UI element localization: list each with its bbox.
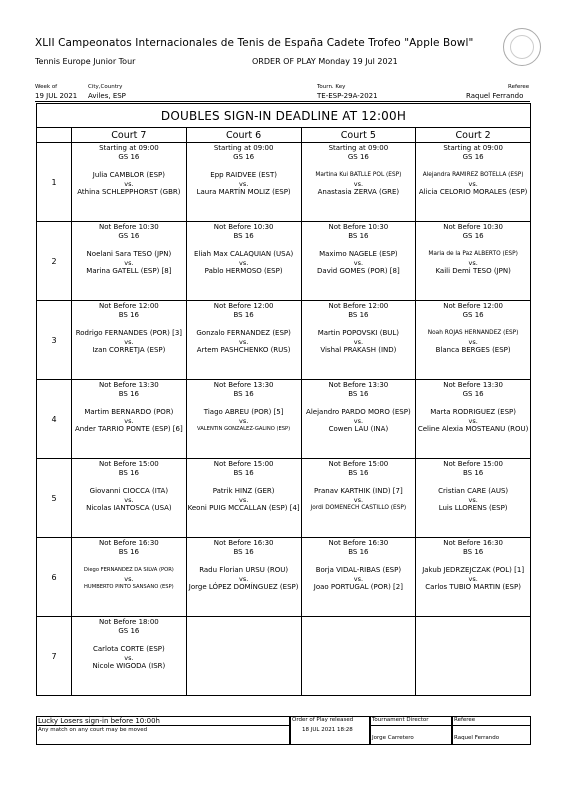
player-one: Diego FERNANDEZ DA SILVA (POR) [83,567,174,573]
match-time: Not Before 10:30 [98,223,159,231]
event-code: BS 16 [118,469,139,477]
match-cell [301,459,416,538]
event-code: BS 16 [348,232,369,240]
versus-label: vs. [468,180,478,188]
oop-released-label: Order of Play released [292,717,354,723]
player-one: Pranav KARTHIK (IND) [7] [314,487,403,495]
player-one: Martin POPOVSKI (BUL) [317,329,400,337]
event-code: BS 16 [233,548,254,556]
match-cell [72,617,187,696]
match-cell [186,222,301,301]
match-time: Not Before 13:30 [213,381,274,389]
event-code: BS 16 [233,469,254,477]
versus-label: vs. [353,180,364,188]
match-time: Not Before 12:00 [443,302,504,310]
city-value: Aviles, ESP [88,92,126,100]
player-one: Noah ROJAS HERNANDEZ (ESP) [427,330,519,336]
event-code: BS 16 [348,390,369,398]
match-time: Starting at 09:00 [99,144,159,152]
match-time: Not Before 12:00 [328,302,389,310]
match-row [37,617,531,696]
match-time: Starting at 09:00 [443,144,503,152]
tourn-key-value: TE-ESP-29A-2021 [317,92,378,100]
match-cell [72,301,187,380]
match-row [37,380,531,459]
player-two: Nicolas IANTOSCA (USA) [86,504,172,512]
versus-label: vs. [353,417,364,425]
player-two: Ander TARRIO PONTE (ESP) [6] [75,425,183,433]
versus-label: vs. [124,496,134,504]
versus-label: vs. [353,259,364,267]
player-one: Tiago ABREU (POR) [5] [203,408,284,416]
match-cell [186,380,301,459]
match-time: Not Before 10:30 [213,223,274,231]
player-two: Celine Alexia MOSTEANU (ROU) [417,425,529,433]
match-cell [301,617,416,696]
event-code: BS 16 [118,390,139,398]
versus-label: vs. [353,338,364,346]
tour-name: Tennis Europe Junior Tour [35,57,136,66]
match-cell [301,380,416,459]
match-cell [186,617,301,696]
referee-label: Referee [508,84,530,90]
match-time: Not Before 16:30 [213,539,274,547]
footer-referee-label: Referee [454,717,476,723]
event-code: GS 16 [462,390,484,398]
event-code: GS 16 [462,311,484,319]
oop-released-value: 18 JUL 2021 18:28 [302,727,353,733]
match-cell [416,222,531,301]
player-two: Athina SCHLEPPHORST (GBR) [77,188,181,196]
player-one: Julia CAMBLOR (ESP) [92,171,165,179]
order-of-play-table [36,103,531,696]
versus-label: vs. [124,338,134,346]
tournament-director-value: Jorge Carretero [372,735,414,741]
versus-label: vs. [353,496,364,504]
versus-label: vs. [238,180,249,188]
match-time: Not Before 12:00 [213,302,274,310]
versus-label: vs. [353,575,364,583]
versus-label: vs. [238,338,249,346]
player-two: Carlos TUBIO MARTIN (ESP) [425,583,521,591]
event-code: BS 16 [462,548,484,556]
event-code: BS 16 [118,548,139,556]
match-time: Not Before 15:00 [328,460,389,468]
player-two: Luis LLORENS (ESP) [438,504,508,512]
player-one: Maximo NAGELE (ESP) [319,250,398,258]
player-one: Martim BERNARDO (POR) [84,408,174,416]
match-cell [186,459,301,538]
referee-value: Raquel Ferrando [466,92,524,100]
player-two: Keoni PUIG MCCALLAN (ESP) [4] [187,504,300,512]
week-of-label: Week of [35,84,58,90]
player-two: Nicole WIGODA (ISR) [92,662,166,670]
player-one: Alejandra RAMIREZ BOTELLA (ESP) [422,172,524,178]
match-time: Not Before 15:00 [443,460,504,468]
match-row [37,301,531,380]
court-header: Court 7 [72,128,187,143]
tourn-key-label: Tourn. Key [317,84,346,90]
match-cell [72,143,187,222]
player-one: Noelani Sara TESO (JPN) [86,250,172,258]
versus-label: vs. [468,338,478,346]
player-two: Joao PORTUGAL (POR) [2] [313,583,403,591]
player-one: Rodrigo FERNANDES (POR) [3] [75,329,183,337]
match-cell [72,380,187,459]
player-two: Cowen LAU (INA) [328,425,389,433]
player-two: Pablo HERMOSO (ESP) [204,267,283,275]
match-cell [301,222,416,301]
tournament-director-label: Tournament Director [372,717,429,723]
match-time: Not Before 10:30 [443,223,504,231]
match-cell [416,538,531,617]
court-header-row [37,128,531,143]
player-one: Maria de la Paz ALBERTO (ESP) [428,251,518,257]
match-cell [186,143,301,222]
match-time: Not Before 13:30 [328,381,389,389]
match-cell [301,301,416,380]
event-code: GS 16 [347,153,369,161]
event-code: BS 16 [348,548,369,556]
player-one: Alejandro PARDO MORO (ESP) [306,408,411,416]
event-code: BS 16 [118,311,139,319]
corner-cell [37,128,72,143]
player-two: David GOMES (POR) [8] [317,267,400,275]
match-time: Not Before 12:00 [98,302,159,310]
match-cell [416,459,531,538]
versus-label: vs. [468,417,478,425]
event-code: GS 16 [118,627,140,635]
event-code: GS 16 [462,232,484,240]
order-of-play-date: ORDER OF PLAY Monday 19 Jul 2021 [252,57,398,66]
player-one: Giovanni CIOCCA (ITA) [89,487,169,495]
versus-label: vs. [468,259,478,267]
player-two: Izan CORRETJA (ESP) [92,346,166,354]
player-one: Epp RAIDVEE (EST) [210,171,277,179]
player-two: HUMBERTO PINTO SANSANO (ESP) [84,584,174,590]
player-one: Jakub JEDRZEJCZAK (POL) [1] [422,566,525,574]
match-time: Not Before 10:30 [328,223,389,231]
match-cell [301,143,416,222]
versus-label: vs. [468,496,478,504]
player-one: Patrik HINZ (GER) [212,487,275,495]
event-code: BS 16 [348,469,369,477]
versus-label: vs. [124,417,134,425]
event-code: BS 16 [233,311,254,319]
versus-label: vs. [124,654,134,662]
player-two: Anastasia ZERVA (GRE) [317,188,400,196]
court-header: Court 5 [301,128,416,143]
event-code: GS 16 [118,232,140,240]
match-row [37,459,531,538]
event-code: GS 16 [462,153,484,161]
row-number: 5 [37,459,72,538]
match-cell [186,538,301,617]
player-one: Eliah Max CALAQUIAN (USA) [193,250,294,258]
player-one: Gonzalo FERNANDEZ (ESP) [196,329,291,337]
match-cell [416,380,531,459]
match-time: Not Before 15:00 [98,460,159,468]
player-two: Alicia CELORIO MORALES (ESP) [418,188,528,196]
versus-label: vs. [238,417,249,425]
match-row [37,143,531,222]
player-two: VALENTIN GONZALEZ-GALINO (ESP) [197,426,291,432]
match-cell [72,538,187,617]
player-one: Radu Florian URSU (ROU) [199,566,289,574]
match-time: Not Before 13:30 [443,381,504,389]
player-one: Carlota CORTE (ESP) [92,645,165,653]
match-cell [416,143,531,222]
match-row [37,222,531,301]
lucky-losers-note: Lucky Losers sign-in before 10:00h [38,717,160,725]
player-two: Kaili Demi TESO (JPN) [435,267,511,275]
sign-in-deadline-banner: DOUBLES SIGN-IN DEADLINE AT 12:00H [37,104,531,128]
event-code: BS 16 [348,311,369,319]
versus-label: vs. [124,575,134,583]
row-number: 4 [37,380,72,459]
match-time: Not Before 15:00 [213,460,274,468]
versus-label: vs. [124,259,134,267]
player-two: Jorge LÓPEZ DOMÍNGUEZ (ESP) [188,583,299,591]
footer-referee-value: Raquel Ferrando [454,735,500,741]
match-time: Not Before 18:00 [98,618,159,626]
player-two: Vishal PRAKASH (IND) [320,346,397,354]
match-time: Not Before 13:30 [98,381,159,389]
match-time: Not Before 16:30 [98,539,159,547]
player-two: Marina GATELL (ESP) [8] [86,267,172,275]
row-number: 6 [37,538,72,617]
court-header: Court 2 [416,128,531,143]
player-two: Artem PASHCHENKO (RUS) [196,346,291,354]
match-cell [186,301,301,380]
event-code: GS 16 [233,153,255,161]
match-cell [72,459,187,538]
week-of-value: 19 JUL 2021 [35,92,78,100]
footer [36,716,531,745]
match-row [37,538,531,617]
event-code: BS 16 [233,232,254,240]
player-one: Borja VIDAL-RIBAS (ESP) [315,566,402,574]
row-number: 7 [37,617,72,696]
event-code: GS 16 [118,153,140,161]
court-header: Court 6 [186,128,301,143]
match-time: Not Before 16:30 [328,539,389,547]
player-one: Cristian CARE (AUS) [438,487,509,495]
versus-label: vs. [238,575,249,583]
event-code: BS 16 [233,390,254,398]
row-number: 3 [37,301,72,380]
row-number: 2 [37,222,72,301]
tennis-europe-logo [503,28,541,66]
versus-label: vs. [238,496,249,504]
match-cell [72,222,187,301]
city-label: City,Country [88,84,123,90]
match-cell [416,301,531,380]
versus-label: vs. [124,180,134,188]
match-time: Starting at 09:00 [213,144,274,152]
versus-label: vs. [238,259,249,267]
player-two: Jordi DOMENECH CASTILLO (ESP) [310,505,407,511]
player-two: Blanca BERGES (ESP) [435,346,511,354]
player-two: Laura MARTÍN MOLIZ (ESP) [196,188,291,196]
tournament-title: XLII Campeonatos Internacionales de Tenis de España Cadete Trofeo "Apple Bowl" [35,37,474,49]
player-one: Martina Kui BATLLE POL (ESP) [315,172,402,178]
match-time: Starting at 09:00 [328,144,389,152]
header-divider [35,101,530,102]
match-time: Not Before 16:30 [443,539,504,547]
row-number: 1 [37,143,72,222]
match-cell [416,617,531,696]
match-moved-note: Any match on any court may be moved [38,727,148,733]
player-one: Marta RODRIGUEZ (ESP) [430,408,516,416]
versus-label: vs. [468,575,478,583]
match-cell [301,538,416,617]
event-code: BS 16 [462,469,484,477]
